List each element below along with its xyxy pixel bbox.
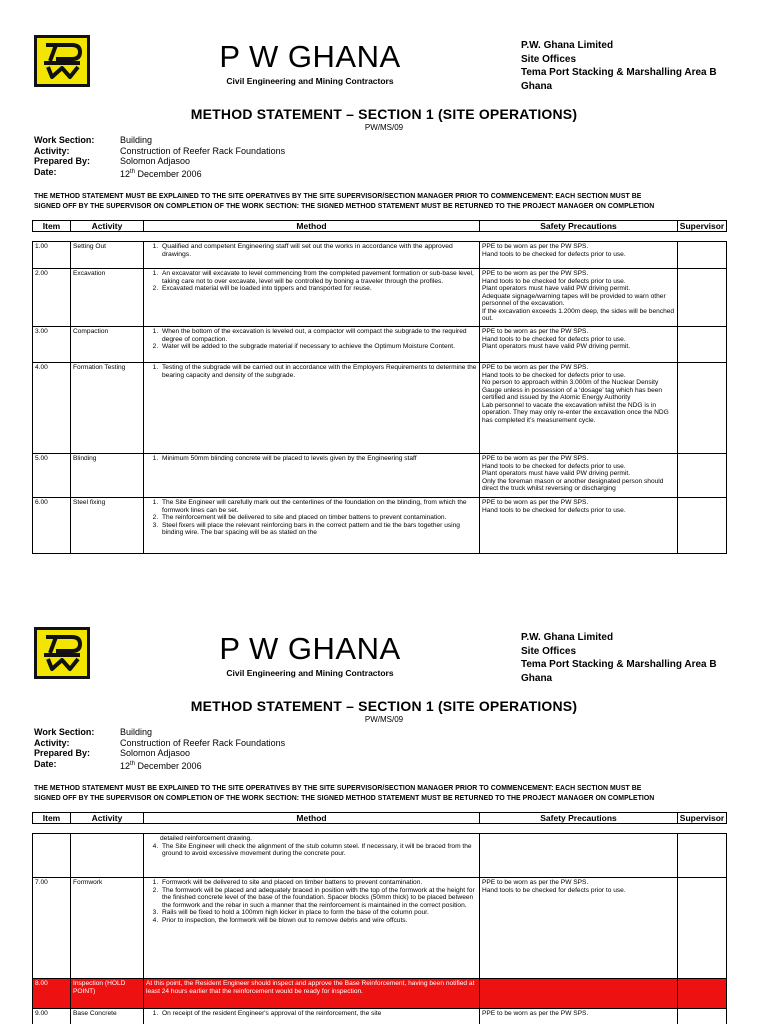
method-step: 1. An excavator will excavate to level commencing from the completed pavement formation or sub-base level, taking care not to over excavate, level will be controlled by boning a traveler through the profiles. xyxy=(160,270,477,285)
date-day: 12 xyxy=(120,168,131,179)
column-header: Safety Precautions xyxy=(480,813,678,824)
column-header: Activity xyxy=(71,813,144,824)
company-name: P W GHANA xyxy=(219,631,401,666)
column-header: Method xyxy=(144,813,480,824)
safety-line: Hand tools to be checked for defects prior to use. xyxy=(482,335,626,343)
safety-line: Adequate signage/warning tapes will be provided to warn other personnel of the excavation. xyxy=(482,292,666,307)
meta-value: Construction of Reefer Rack Foundations xyxy=(120,145,286,156)
pw-logo xyxy=(34,627,90,679)
address-line: Tema Port Stacking & Marshalling Area B xyxy=(521,67,717,78)
method-cell xyxy=(144,498,480,554)
table-row xyxy=(33,363,727,454)
item-cell: 2.00 xyxy=(33,269,71,327)
safety-line: PPE to be worn as per the PW SPS. xyxy=(482,243,589,250)
address-line: Site Offices xyxy=(521,645,577,657)
safety-line: Only the foreman mason or another designated person should direct the truck whilst reversing or discharging xyxy=(482,477,664,492)
column-header: Supervisor xyxy=(678,221,727,232)
date-rest: December 2006 xyxy=(135,760,202,771)
safety-line: Hand tools to be checked for defects prior to use. xyxy=(482,462,626,470)
method-step: 3. Rails will be fixed to hold a 100mm high kicker in place to form the base of the column pour. xyxy=(160,909,477,917)
method-cell xyxy=(144,834,480,878)
safety-cell xyxy=(480,979,678,1009)
supervisor-signoff-cell xyxy=(678,878,727,979)
meta-value: Solomon Adjasoo xyxy=(120,156,191,166)
meta-row xyxy=(34,135,285,146)
method-step: 1. When the bottom of the excavation is leveled out, a compactor will compact the subgrade to the required degree of compaction. xyxy=(160,328,477,343)
safety-line: Hand tools to be checked for defects prior to use. xyxy=(482,277,626,285)
method-cell xyxy=(144,363,480,454)
safety-cell xyxy=(480,1009,678,1024)
address-line: P.W. Ghana Limited xyxy=(521,40,614,51)
safety-line: PPE to be worn as per the PW SPS. xyxy=(482,499,589,506)
method-steps xyxy=(146,499,477,537)
method-step: 4. Prior to inspection, the formwork will be blown out to remove debris and wire offcuts. xyxy=(160,917,477,925)
supervisor-signoff-cell xyxy=(678,269,727,327)
method-continuation: detailed reinforcement drawing. xyxy=(160,835,252,842)
method-steps xyxy=(146,1010,477,1018)
method-step: 1. Minimum 50mm blinding concrete will be placed to levels given by the Engineering staff xyxy=(160,455,477,463)
table-row xyxy=(33,878,727,979)
column-header: Item xyxy=(33,221,71,232)
meta-label: Date: xyxy=(34,758,57,769)
pw-logo xyxy=(34,35,90,87)
safety-line: PPE to be worn as per the PW SPS. xyxy=(482,455,589,462)
pw-logo-icon xyxy=(40,41,84,81)
meta-label: Activity: xyxy=(34,145,70,156)
activity-cell: Base Concrete xyxy=(71,1009,144,1024)
supervisor-signoff-cell xyxy=(678,979,727,1009)
table-row xyxy=(33,834,727,878)
meta-value: Building xyxy=(120,727,153,737)
item-cell: 5.00 xyxy=(33,454,71,498)
safety-line: Plant operators must have valid PW driving permit. xyxy=(482,285,631,292)
brand-block xyxy=(205,40,415,86)
method-step: 1. Formwork will be delivered to site and placed on timber battens to prevent contamination. xyxy=(160,879,477,887)
method-table xyxy=(32,833,727,1024)
company-address xyxy=(521,631,717,685)
item-cell: 4.00 xyxy=(33,363,71,454)
safety-line: PPE to be worn as per the PW SPS. xyxy=(482,270,589,277)
safety-line: Hand tools to be checked for defects prior to use. xyxy=(482,250,626,258)
item-cell: 8.00 xyxy=(33,979,71,1009)
notice-line: THE METHOD STATEMENT MUST BE EXPLAINED TO THE SITE OPERATIVES BY THE SITE SUPERVISOR/SECTION MANAGER PRIOR TO COMMENCEMENT: EACH SECTION MUST BE xyxy=(34,785,642,792)
safety-line: Plant operators must have valid PW driving permit. xyxy=(482,343,631,350)
safety-line: Hand tools to be checked for defects prior to use. xyxy=(482,371,626,379)
company-tagline: Civil Engineering and Mining Contractors xyxy=(226,668,394,678)
table-row xyxy=(33,269,727,327)
meta-label: Date: xyxy=(34,166,57,177)
supervisor-signoff-cell xyxy=(678,242,727,269)
statement-ref: PW/MS/09 xyxy=(364,123,404,132)
date-rest: December 2006 xyxy=(135,168,202,179)
method-statement-page-2 xyxy=(0,592,768,1024)
table-row xyxy=(33,979,727,1009)
supervisor-signoff-cell xyxy=(678,454,727,498)
column-header: Safety Precautions xyxy=(480,221,678,232)
item-cell: 6.00 xyxy=(33,498,71,554)
item-cell: 9.00 xyxy=(33,1009,71,1024)
meta-date-value xyxy=(120,759,202,772)
method-table xyxy=(32,241,727,554)
statement-meta xyxy=(34,135,285,179)
address-line: P.W. Ghana Limited xyxy=(521,632,614,643)
method-steps xyxy=(146,270,477,293)
notice-line: SIGNED OFF BY THE SUPERVISOR ON COMPLETION OF THE WORK SECTION: THE SIGNED METHOD STATEMENT MUST BE RETURNED TO THE PROJECT MANAGER ON COMPLETION xyxy=(34,795,655,802)
item-cell: 1.00 xyxy=(33,242,71,269)
activity-cell: Steel fixing xyxy=(71,498,144,554)
activity-cell: Compaction xyxy=(71,327,144,363)
company-address xyxy=(521,39,717,93)
meta-label: Prepared By: xyxy=(34,748,91,758)
safety-line: Plant operators must have valid PW driving permit. xyxy=(482,470,631,477)
instruction-notice xyxy=(34,784,734,804)
address-line: Tema Port Stacking & Marshalling Area B xyxy=(521,659,717,670)
activity-cell: Inspection (HOLD POINT) xyxy=(71,979,144,1009)
table-row xyxy=(33,498,727,554)
activity-cell xyxy=(71,834,144,878)
supervisor-signoff-cell xyxy=(678,1009,727,1024)
supervisor-signoff-cell xyxy=(678,327,727,363)
method-step: 1. The Site Engineer will carefully mark out the centerlines of the foundation on the blinding, from which the formwork lines can be set. xyxy=(160,499,477,514)
method-steps xyxy=(146,843,477,858)
method-cell xyxy=(144,327,480,363)
column-header: Item xyxy=(33,813,71,824)
method-steps xyxy=(146,328,477,351)
statement-meta xyxy=(34,727,285,771)
date-suffix: th xyxy=(130,168,136,175)
meta-row xyxy=(34,748,285,759)
method-step: 1. On receipt of the resident Engineer's approval of the reinforcement, the site xyxy=(160,1010,477,1018)
company-tagline: Civil Engineering and Mining Contractors xyxy=(226,76,394,86)
meta-label: Work Section: xyxy=(34,727,95,737)
safety-line: PPE to be worn as per the PW SPS. xyxy=(482,879,589,886)
method-step: 1. Testing of the subgrade will be carried out in accordance with the Employers Requirements to determine the bearing capacity and density of the subgrade. xyxy=(160,364,477,379)
table-row xyxy=(33,327,727,363)
instruction-notice xyxy=(34,192,734,212)
method-cell xyxy=(144,878,480,979)
method-steps xyxy=(146,243,477,258)
company-name: P W GHANA xyxy=(219,39,401,74)
safety-cell xyxy=(480,454,678,498)
column-header: Supervisor xyxy=(678,813,727,824)
safety-line: Hand tools to be checked for defects prior to use. xyxy=(482,886,626,894)
address-line: Ghana xyxy=(521,672,553,684)
method-cell xyxy=(144,242,480,269)
activity-cell: Formation Testing xyxy=(71,363,144,454)
statement-ref: PW/MS/09 xyxy=(364,715,404,724)
table-row xyxy=(33,454,727,498)
statement-title: METHOD STATEMENT – SECTION 1 (SITE OPERATIONS) xyxy=(190,698,578,714)
safety-cell xyxy=(480,834,678,878)
brand-block xyxy=(205,632,415,678)
method-cell xyxy=(144,269,480,327)
safety-line: PPE to be worn as per the PW SPS. xyxy=(482,1010,589,1017)
meta-value: Solomon Adjasoo xyxy=(120,748,191,758)
meta-row xyxy=(34,156,285,167)
table-row xyxy=(33,242,727,269)
notice-line: THE METHOD STATEMENT MUST BE EXPLAINED TO THE SITE OPERATIVES BY THE SITE SUPERVISOR/SECTION MANAGER PRIOR TO COMMENCEMENT: EACH SECTION MUST BE xyxy=(34,193,642,200)
method-cell xyxy=(144,1009,480,1024)
item-cell: 7.00 xyxy=(33,878,71,979)
column-header: Activity xyxy=(71,221,144,232)
meta-row xyxy=(34,727,285,738)
meta-label: Prepared By: xyxy=(34,156,91,166)
safety-cell xyxy=(480,327,678,363)
safety-cell xyxy=(480,363,678,454)
notice-line: SIGNED OFF BY THE SUPERVISOR ON COMPLETION OF THE WORK SECTION: THE SIGNED METHOD STATEMENT MUST BE RETURNED TO THE PROJECT MANAGER ON COMPLETION xyxy=(34,203,655,210)
method-cell: At this point, the Resident Engineer should inspect and approve the Base Reinforcement, having been notified at least 24 hours earlier that the reinforcement would be ready for inspection. xyxy=(144,979,480,1009)
activity-cell: Setting Out xyxy=(71,242,144,269)
date-suffix: th xyxy=(130,760,136,767)
pw-logo-icon xyxy=(40,633,84,673)
column-header-table xyxy=(32,220,727,232)
safety-line: If the excavation exceeds 1.200m deep, the sides will be benched out. xyxy=(482,307,675,322)
activity-cell: Formwork xyxy=(71,878,144,979)
method-step: 4. The Site Engineer will check the alignment of the stub column steel. If necessary, it will be braced from the ground to avoid excessive movement during the concrete pour. xyxy=(160,843,477,858)
method-steps xyxy=(146,879,477,924)
safety-line: Hand tools to be checked for defects prior to use. xyxy=(482,506,626,514)
activity-cell: Excavation xyxy=(71,269,144,327)
meta-row xyxy=(34,167,285,180)
meta-row xyxy=(34,146,285,157)
address-line: Ghana xyxy=(521,80,553,92)
meta-label: Work Section: xyxy=(34,135,95,145)
supervisor-signoff-cell xyxy=(678,498,727,554)
method-step: 2. The reinforcement will be delivered to site and placed on timber battens to prevent contamination. xyxy=(160,514,477,522)
safety-cell xyxy=(480,269,678,327)
method-step: 1. Qualified and competent Engineering staff will set out the works in accordance with the approved drawings. xyxy=(160,243,477,258)
safety-cell xyxy=(480,878,678,979)
supervisor-signoff-cell xyxy=(678,834,727,878)
safety-cell xyxy=(480,242,678,269)
activity-cell: Blinding xyxy=(71,454,144,498)
supervisor-signoff-cell xyxy=(678,363,727,454)
column-header-table xyxy=(32,812,727,824)
meta-label: Activity: xyxy=(34,737,70,748)
safety-cell xyxy=(480,498,678,554)
method-steps xyxy=(146,455,477,463)
meta-value: Building xyxy=(120,135,153,145)
item-cell xyxy=(33,834,71,878)
method-steps xyxy=(146,364,477,379)
meta-row xyxy=(34,738,285,749)
method-step: 3. Steel fixers will place the relevant reinforcing bars in the correct pattern and tie the bars together using binding wire. The bar spacing will be as stated on the xyxy=(160,522,477,537)
safety-line: PPE to be worn as per the PW SPS. xyxy=(482,328,589,335)
safety-line: PPE to be worn as per the PW SPS. xyxy=(482,364,589,371)
meta-date-value xyxy=(120,167,202,180)
item-cell: 3.00 xyxy=(33,327,71,363)
method-step: 2. Water will be added to the subgrade material if necessary to achieve the Optimum Moisture Content. xyxy=(160,343,477,351)
table-row xyxy=(33,1009,727,1024)
date-day: 12 xyxy=(120,760,131,771)
meta-value: Construction of Reefer Rack Foundations xyxy=(120,737,286,748)
meta-row xyxy=(34,759,285,772)
safety-line: No person to approach within 3.000m of the Nuclear Density Gauge unless in possession of a ‘dosage’ tag which has been certified and issued by the Atomic Energy Authority xyxy=(482,379,663,401)
statement-title: METHOD STATEMENT – SECTION 1 (SITE OPERATIONS) xyxy=(190,106,578,122)
method-step: 2. The formwork will be placed and adequately braced in position with the top of the formwork at the height for the finished concrete level of the base of the foundation. Spacer blocks (50mm thick) to be placed between the formwork and the rebar in such a manner that the reinforcement is maintained in the correct position. xyxy=(160,887,477,910)
address-line: Site Offices xyxy=(521,53,577,65)
safety-line: Lab personnel to vacate the excavation whilst the NDG is in operation. They may only re-enter the excavation once the NDG has completed it’s measurement cycle. xyxy=(482,401,669,424)
method-step: 2. Excavated material will be loaded into tippers and transported for reuse. xyxy=(160,285,477,293)
column-header: Method xyxy=(144,221,480,232)
method-cell xyxy=(144,454,480,498)
